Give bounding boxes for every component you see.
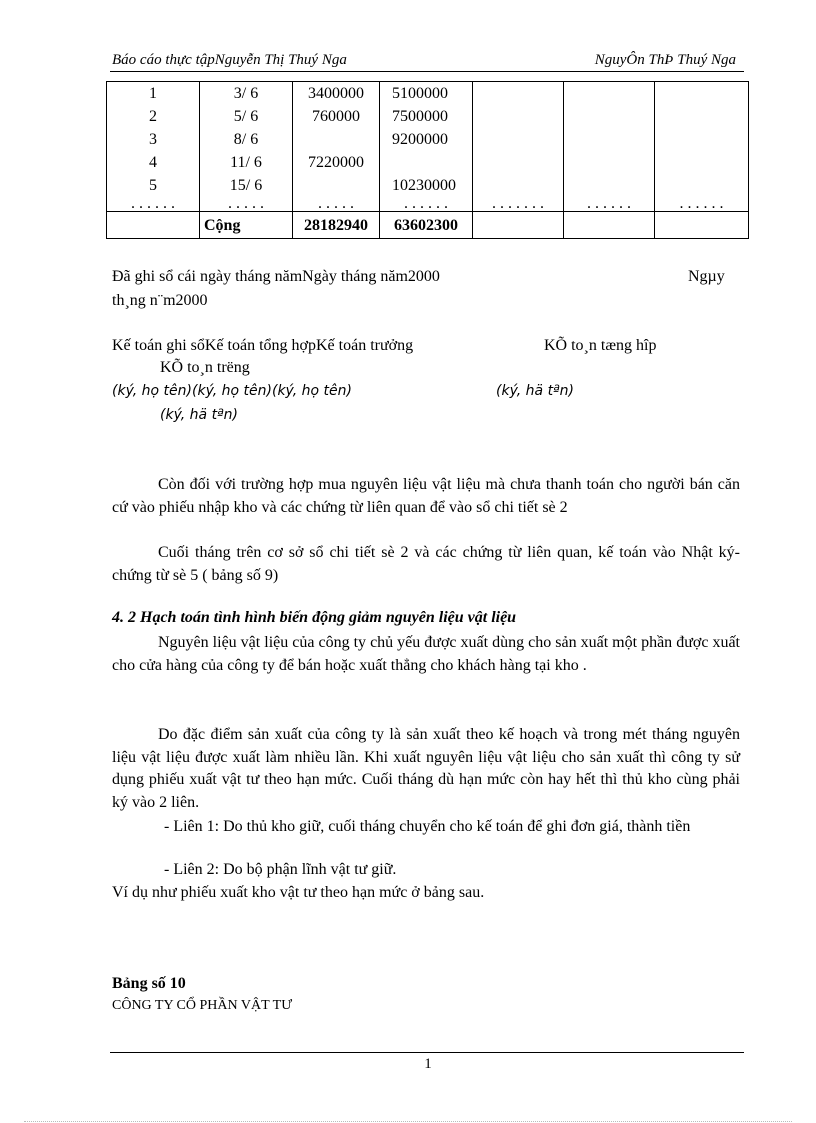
cell-no: 2: [107, 105, 200, 128]
cell-value: [293, 128, 380, 151]
header-left: Báo cáo thực tậpNguyễn Thị Thuý Nga: [112, 52, 347, 68]
cell-date: 8/ 6: [200, 128, 293, 151]
company-name: CÔNG TY CỔ PHẦN VẬT TƯ: [112, 998, 293, 1013]
table-row-total: [107, 212, 749, 239]
cell-date: 5/ 6: [200, 105, 293, 128]
cell-value: 5100000: [380, 82, 473, 106]
date-line: Đã ghi sổ cái ngày tháng nămNgày tháng năm2000: [112, 268, 440, 285]
cell-date: 3/ 6: [200, 82, 293, 106]
date-line-right: Ngµy: [688, 268, 725, 285]
cell-value: 10230000: [380, 174, 473, 197]
cell-no: 5: [107, 174, 200, 197]
cell-no: 4: [107, 151, 200, 174]
paragraph-4: Do đặc điểm sản xuất của công ty là sản xuất theo kế hoạch và trong mét tháng nguyên liệu vật liệu được xuất làm nhiều lần. Khi xuất nguyên liệu vật liệu cho sản xuất thì công ty sử dụng phiếu xuất vật tư theo hạn mức. Cuối tháng dù hạn mức còn hay hết thì thủ kho cùng phải ký vào 2 liên.: [112, 726, 740, 811]
table-title: Bảng số 10: [112, 975, 186, 992]
paragraph-6: - Liên 2: Do bộ phận lĩnh vật tư giữ.: [164, 861, 397, 878]
header-divider: [110, 71, 744, 72]
paragraph-1: Còn đối với trường hợp mua nguyên liệu vật liệu mà chưa thanh toán cho người bán căn cứ vào phiếu nhập kho và các chứng từ liên quan để vào sổ chi tiết sè 2: [112, 476, 740, 516]
footer-divider: [110, 1052, 744, 1053]
paragraph-7: Ví dụ như phiếu xuất kho vật tư theo hạn mức ở bảng sau.: [112, 884, 485, 901]
cell-no: 1: [107, 82, 200, 106]
signature-hint: (ký, họ tên)(ký, họ tên)(ký, họ tên): [112, 383, 352, 399]
signature-hint-garbled: (ký, hä tªn): [496, 383, 574, 399]
section-heading: 4. 2 Hạch toán tình hình biến động giảm nguyên liệu vật liệu: [112, 609, 517, 626]
paragraph-5: - Liên 1: Do thủ kho giữ, cuối tháng chuyển cho kế toán để ghi đơn giá, thành tiền: [164, 818, 691, 835]
page-number: 1: [424, 1056, 432, 1072]
page-edge: [24, 1121, 792, 1122]
cell-no: 3: [107, 128, 200, 151]
signature-titles: Kế toán ghi sổKế toán tổng hợpKế toán trưởng: [112, 337, 414, 354]
total-col3: 28182940: [293, 212, 380, 239]
table-row-ellipsis: . . . . . . . . . . . . . . . . . . . . . . . . . . . . . . . . . . . . . . . . .: [107, 197, 749, 212]
paragraph-3: Nguyên liệu vật liệu của công ty chủ yếu được xuất dùng cho sản xuất một phần được xuất cho cửa hàng của công ty để bán hoặc xuất thẳng cho khách hàng tại kho .: [112, 634, 740, 674]
cell-value: [293, 174, 380, 197]
signature-titles-garbled-2: KÕ to¸n trëng: [160, 359, 250, 376]
total-col4: 63602300: [380, 212, 473, 239]
table-row: [107, 174, 749, 197]
cell-date: 15/ 6: [200, 174, 293, 197]
table-row: [107, 105, 749, 128]
table-row: [107, 151, 749, 174]
table-row: [107, 128, 749, 151]
ledger-table: [106, 81, 749, 239]
header-right: NguyÔn ThÞ Thuý Nga: [594, 52, 736, 68]
date-line-cont: th¸ng n¨m2000: [112, 292, 208, 309]
cell-value: 9200000: [380, 128, 473, 151]
cell-value: 760000: [293, 105, 380, 128]
cell-date: 11/ 6: [200, 151, 293, 174]
signature-titles-garbled: KÕ to¸n tæng hîp: [544, 337, 657, 354]
cell-value: [380, 151, 473, 174]
total-label: Cộng: [200, 212, 293, 239]
paragraph-2: Cuối tháng trên cơ sở sổ chi tiết sè 2 và các chứng từ liên quan, kế toán vào Nhật ký- chứng từ sè 5 ( bảng số 9): [112, 544, 740, 584]
table-row: [107, 82, 749, 106]
cell-value: 3400000: [293, 82, 380, 106]
cell-value: 7500000: [380, 105, 473, 128]
cell-value: 7220000: [293, 151, 380, 174]
signature-hint-garbled-2: (ký, hä tªn): [160, 407, 238, 423]
